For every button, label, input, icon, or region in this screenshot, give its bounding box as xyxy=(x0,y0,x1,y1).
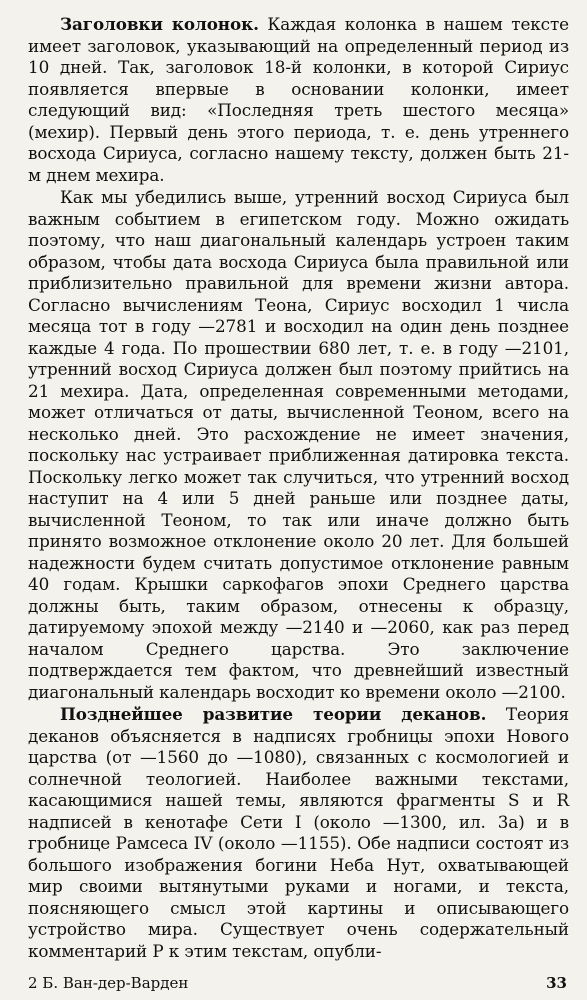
page-number: 33 xyxy=(546,974,567,992)
paragraph-sirius-rising xyxy=(28,187,569,703)
paragraph-heading: Заголовки колонок. xyxy=(60,14,259,34)
paragraph-text: Каждая колонка в нашем тексте имеет заголовок, указывающий на определенный период из 10 дней. Так, заголовок 18-й колонки, в которой Сириус появляется впервые в основании колонки, имеет следующий вид: «Последняя треть шестого месяца» (мехир). Первый день этого периода, т. е. день утреннего восхода Сириуса, согласно нашему тексту, должен быть 21-м днем мехира. xyxy=(28,14,569,185)
paragraph-text: Как мы убедились выше, утренний восход Сириуса был важным событием в египетском году. Можно ожидать поэтому, что наш диагональный календарь устроен таким образом, чтобы дата восхода Сириуса была правильной или приблизительно правильной для времени жизни автора. Согласно вычислениям Теона, Сириус восходил 1 числа месяца тот в году —2781 и восходил на один день позднее каждые 4 года. По прошествии 680 лет, т. е. в году —2101, утренний восход Сириуса должен был поэтому прийтись на 21 мехира. Дата, определенная современными методами, может отличаться от даты, вычисленной Теоном, всего на несколько дней. Это расхождение не имеет значения, поскольку нас устраивает приближенная датировка текста. Поскольку легко может так случиться, что утренний восход наступит на 4 или 5 дней раньше или позднее даты, вычисленной Теоном, то так или иначе должно быть принято возможное отклонение около 20 лет. Для большей надежности будем считать допустимое отклонение равным 40 годам. Крышки саркофагов эпохи Среднего царства должны быть, таким образом, отнесены к образцу, датируемому эпохой между —2140 и —2060, как раз перед началом Среднего царства. Это заключение подтверждается тем фактом, что древнейший известный диагональный календарь восходит ко времени около —2100. xyxy=(28,187,569,702)
page-footer xyxy=(28,974,567,992)
paragraph-heading: Позднейшее развитие теории деканов. xyxy=(60,704,487,724)
paragraph-column-headings xyxy=(28,14,569,186)
paragraph-decan-theory xyxy=(28,704,569,962)
printer-signature: 2 Б. Ван-дер-Варден xyxy=(28,974,189,992)
paragraph-text: Теория деканов объясняется в надписях гробницы эпохи Нового царства (от —1560 до —1080), связанных с космологией и солнечной теологией. Наиболее важными текстами, касающимися нашей темы, являются фрагменты S и R надписей в кенотафе Сети I (около —1300, ил. 3а) и в гробнице Рамсеса IV (около —1155). Обе надписи состоят из большого изображения богини Неба Нут, охватывающей мир своими вытянутыми руками и ногами, и текста, поясняющего смысл этой картины и описывающего устройство мира. Существует очень содержательный комментарий P к этим текстам, опубли- xyxy=(28,704,569,961)
